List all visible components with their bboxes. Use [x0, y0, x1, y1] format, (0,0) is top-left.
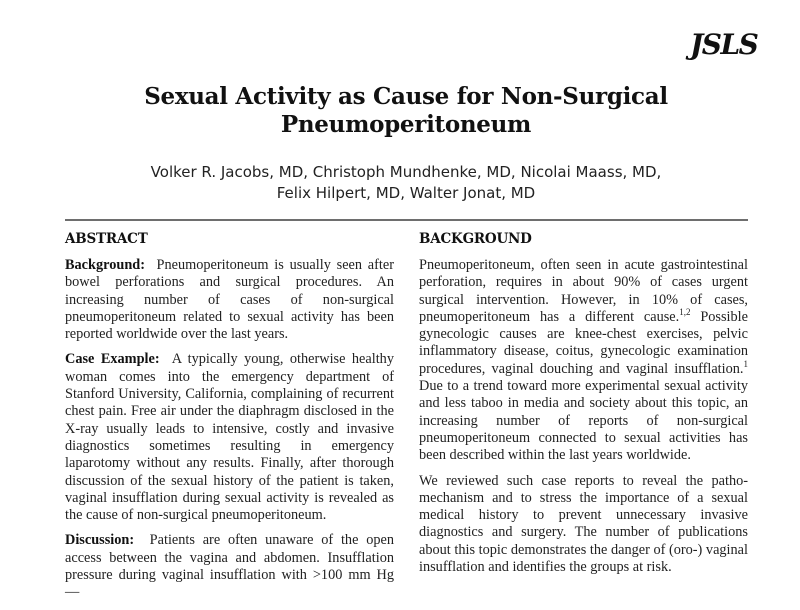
case-example-text: A typically young, otherwise healthy woman comes into the emergency department of Stanford University, California, complaining of recurrent chest pain. Free air under the diaphragm disclosed in the X-ray usually leads to intensive, costly and invasive diagnostics sometimes resulting in emergency laparotomy without any results. Finally, after thorough discussion of the sexual history of the patient is taken, vaginal insufflation during sexual activity is revealed as the cause of non-surgical pneumoperitoneum. — [65, 351, 394, 524]
abstract-discussion-paragraph — [65, 532, 394, 601]
journal-logo: JSLS — [690, 28, 758, 61]
reference-citation[interactable]: 1 — [743, 358, 748, 369]
case-example-label: Case Example: — [65, 351, 160, 368]
reference-citation[interactable]: 1,2 — [679, 306, 691, 317]
background-paragraph-2: We reviewed such case reports to reveal the patho-mechanism and to stress the importance of a sexual medical history to prevent unnecessary invasive diagnostics and surgery. The number of publications about this topic demonstrates the danger of (oro-) vaginal insufflation and identifies the groups at risk. — [419, 472, 748, 576]
title-line-1: Sexual Activity as Cause for Non-Surgical — [144, 83, 668, 110]
background-paragraph-1 — [419, 257, 748, 465]
authors-line-2: Felix Hilpert, MD, Walter Jonat, MD — [276, 184, 536, 202]
abstract-case-paragraph — [65, 351, 394, 524]
discussion-text: Patients are often unaware of the open access between the vagina and abdomen. Insufflation pressure during vaginal insufflation with >100 mm Hg — — [65, 532, 394, 601]
discussion-label: Discussion: — [65, 532, 135, 549]
title-line-2: Pneumoperitoneum — [280, 111, 532, 138]
background-heading: BACKGROUND — [419, 231, 532, 247]
background-text: Pneumoperitoneum is usually seen after bowel perforations and surgical procedures. An increasing number of cases of non-surgical pneumoperitoneum related to sexual activity has been reported worldwide over the last years. — [65, 257, 394, 343]
abstract-background-paragraph — [65, 257, 394, 343]
article-title — [100, 83, 712, 139]
background-column — [419, 230, 748, 584]
background-text-3: Due to a trend toward more experimental sexual activity and less taboo in media and society about this topic, an increasing number of reports of non-surgical pneumoperitoneum connected to sexual activities has been described within the last years worldwide. — [419, 378, 748, 464]
abstract-column — [65, 230, 394, 610]
abstract-heading: ABSTRACT — [65, 231, 148, 247]
background-text-2: Possible gynecologic causes are knee-chest exercises, pelvic inflammatory disease, coitus, gynecologic examination procedures, vaginal douching and vaginal insufflation. — [419, 308, 748, 377]
author-list — [100, 162, 712, 204]
background-text-1: Pneumoperitoneum, often seen in acute gastrointestinal perforation, requires in about 90% of cases urgent surgical intervention. However, in 10% of cases, pneumoperitoneum has a different cause. — [419, 257, 748, 325]
authors-line-1: Volker R. Jacobs, MD, Christoph Mundhenke, MD, Nicolai Maass, MD, — [150, 163, 662, 181]
background-label: Background: — [65, 257, 145, 273]
header-divider — [65, 219, 748, 221]
